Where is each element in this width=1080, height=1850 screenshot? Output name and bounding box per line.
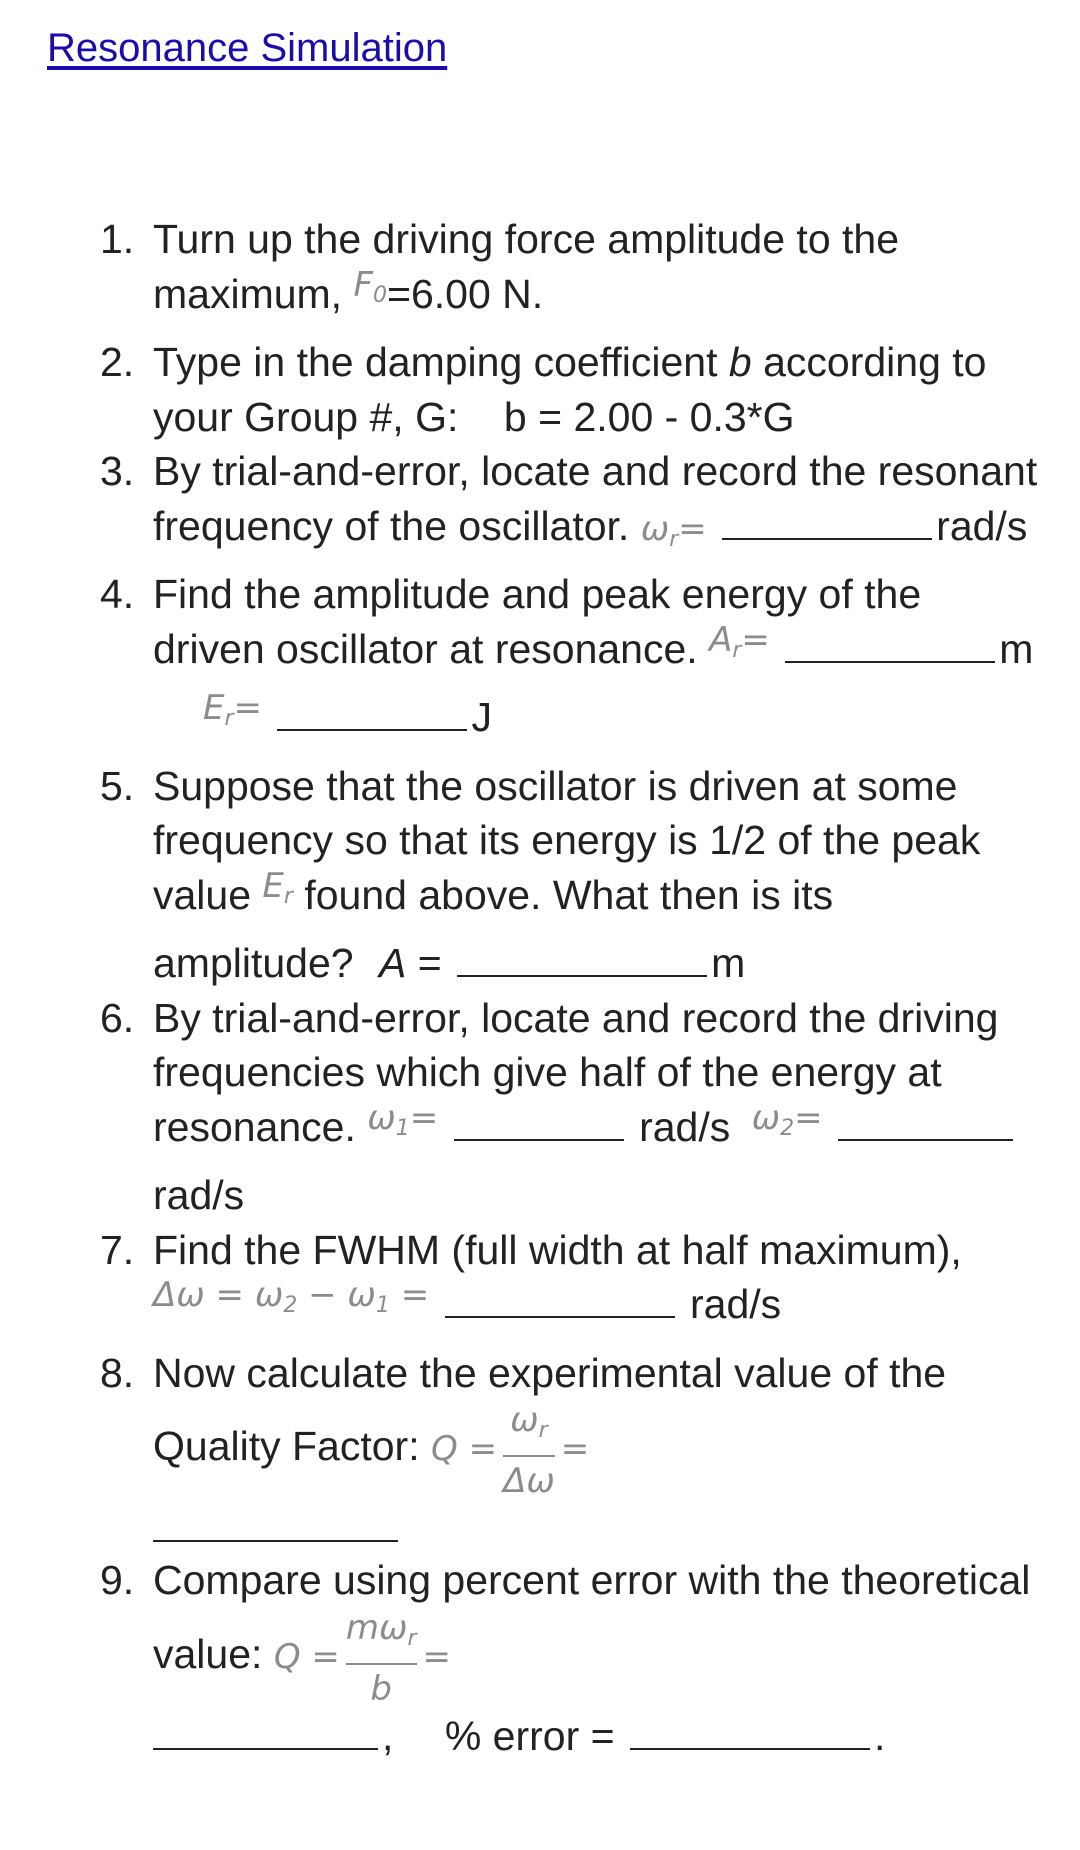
item-number: 2. <box>100 339 135 385</box>
answer-blank-omega-r[interactable] <box>722 532 932 540</box>
item-number: 7. <box>100 1226 135 1273</box>
item-number: 4. <box>100 571 135 617</box>
unit-label: rad/s <box>153 1172 245 1218</box>
item-text: Find the FWHM (full width at half maximum), <box>153 1226 962 1273</box>
list-item-2 <box>100 335 1040 444</box>
item-number: 9. <box>100 1557 135 1603</box>
item-number: 8. <box>100 1349 135 1396</box>
math-resonant-frequency: $\omega_r=$ <box>640 508 707 552</box>
item-text: found above. What then is its amplitude? <box>153 871 834 986</box>
answer-blank-q-experimental[interactable] <box>153 1534 398 1542</box>
unit-label: m <box>999 625 1034 672</box>
unit-label: J <box>471 694 492 740</box>
item-text: Type in the damping coefficient <box>153 339 718 385</box>
math-q-theoretical: Q = $\frac{m\omega_r}{b}$ = <box>273 1607 452 1709</box>
instruction-list <box>100 212 1040 1763</box>
list-item-1 <box>100 212 1040 335</box>
item-number: 1. <box>100 216 135 262</box>
page-title-link[interactable]: Resonance Simulation <box>47 26 448 70</box>
item-text: By trial-and-error, locate and record the resonant frequency of the oscillator. <box>153 448 1038 549</box>
math-amplitude-resonance: Ar= <box>709 619 770 663</box>
item-text: =6.00 N. <box>387 270 544 317</box>
answer-blank-omega-1[interactable] <box>454 1133 624 1141</box>
item-text: Compare using percent error with the theoretical value: <box>153 1557 1031 1677</box>
math-q-experimental: Q = $\frac{\omega_r}{\Delta\omega}$ = <box>431 1400 590 1501</box>
item-text: Suppose that the oscillator is driven at some frequency so that its energy is 1/2 of the peak value <box>153 762 981 918</box>
list-item-7 <box>100 1223 1040 1346</box>
unit-label: m <box>711 940 746 986</box>
answer-blank-amplitude[interactable] <box>785 655 995 663</box>
list-item-9: 9. Compare using percent error with the theoretical value: Q = $\frac{m\omega_r}{b}$ = , % error = . <box>100 1553 1040 1763</box>
list-item-6 <box>100 991 1040 1223</box>
item-text: Find the amplitude and peak energy of the driven oscillator at resonance. <box>153 571 922 672</box>
math-fwhm: Δω = ω2 − ω1 = <box>153 1275 430 1318</box>
item-number: 6. <box>100 994 135 1041</box>
item-text: Turn up the driving force amplitude to the maximum, <box>153 216 900 317</box>
answer-blank-q-theoretical[interactable] <box>153 1742 378 1750</box>
list-item-5 <box>100 759 1040 991</box>
math-peak-energy: Er <box>262 865 293 909</box>
item-number: 5. <box>100 762 135 809</box>
item-text: Now calculate the experimental value of the Quality Factor: <box>153 1349 947 1469</box>
answer-blank-fwhm[interactable] <box>445 1310 675 1318</box>
math-force-amplitude: F0 <box>353 264 388 308</box>
item-number: 3. <box>100 448 135 494</box>
answer-blank-percent-error[interactable] <box>630 1742 870 1750</box>
list-item-8 <box>100 1346 1040 1544</box>
list-item-3 <box>100 444 1040 567</box>
unit-label: rad/s <box>690 1281 782 1327</box>
percent-error-label: % error = <box>444 1712 615 1759</box>
answer-blank-omega-2[interactable] <box>838 1133 1013 1141</box>
math-omega-1: ω1= <box>367 1097 439 1141</box>
item-text: By trial-and-error, locate and record the driving frequencies which give half of the energy at resonance. <box>153 994 999 1150</box>
math-amplitude: A = <box>378 940 442 986</box>
math-damping-symbol: b <box>728 339 752 385</box>
answer-blank-energy[interactable] <box>277 723 467 731</box>
answer-blank-half-amplitude[interactable] <box>457 969 707 977</box>
item-text: according to your Group #, G: b = 2.00 - 0.3*G <box>153 339 998 440</box>
math-omega-2: ω2= <box>751 1097 823 1141</box>
math-energy-resonance: Er= <box>203 688 263 731</box>
unit-label: rad/s <box>639 1103 731 1150</box>
unit-label: rad/s <box>936 502 1028 549</box>
list-item-4 <box>100 567 1040 759</box>
